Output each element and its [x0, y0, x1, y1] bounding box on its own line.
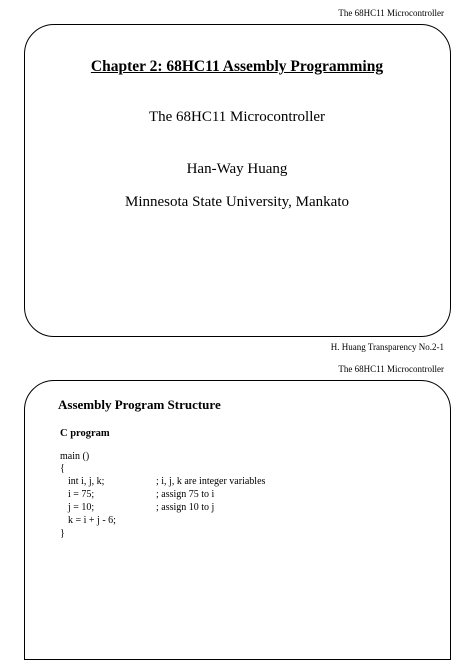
code-line: } — [60, 528, 65, 539]
page-footer: H. Huang Transparency No.2-1 — [330, 342, 444, 352]
author-affiliation: Minnesota State University, Mankato — [125, 194, 349, 210]
code-line: main () — [60, 451, 90, 462]
code-line: i = 75; — [68, 489, 95, 500]
section-heading: C program — [60, 428, 110, 439]
code-comment: ; assign 75 to i — [156, 489, 215, 500]
slide-subtitle: The 68HC11 Microcontroller — [148, 109, 326, 125]
page-header: The 68HC11 Microcontroller — [338, 8, 444, 18]
code-line: int i, j, k; — [68, 476, 105, 487]
author-name: Han-Way Huang — [186, 161, 288, 177]
code-line: { — [60, 463, 65, 474]
chapter-title: Chapter 2: 68HC11 Assembly Programming — [90, 58, 384, 75]
code-line: k = i + j - 6; — [68, 515, 116, 526]
code-line: j = 10; — [68, 502, 95, 513]
code-comment: ; assign 10 to j — [156, 502, 215, 513]
code-comment: ; i, j, k are integer variables — [156, 476, 266, 487]
slide-title: Assembly Program Structure — [58, 397, 221, 412]
page-header: The 68HC11 Microcontroller — [338, 364, 444, 374]
